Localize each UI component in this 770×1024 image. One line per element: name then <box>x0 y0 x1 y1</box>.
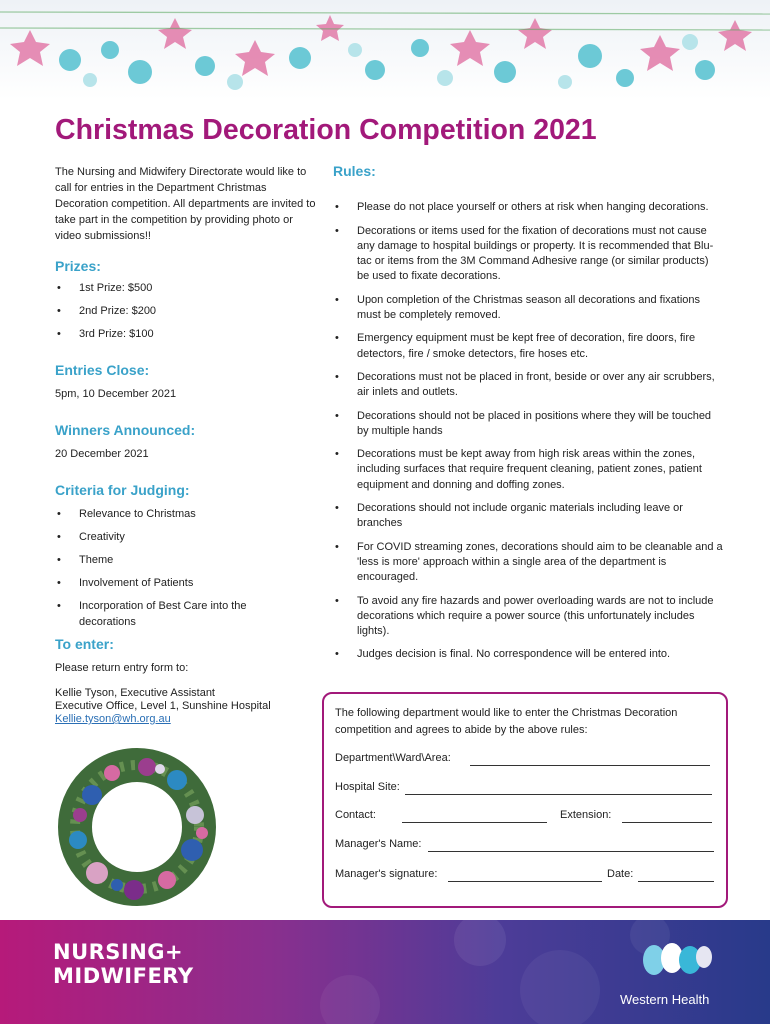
winners-heading: Winners Announced: <box>55 422 196 438</box>
rule-item: • Judges decision is final. No correspondence will be entered into. <box>333 647 723 662</box>
form-intro: The following department would like to enter the Christmas Decoration competition and agrees to abide by the above rules: <box>335 707 678 736</box>
nm-logo-line1: NURSING+ <box>53 940 184 964</box>
date-field[interactable] <box>638 881 714 882</box>
contact-name: Kellie Tyson, Executive Assistant <box>55 687 215 699</box>
nursing-midwifery-logo <box>53 940 194 988</box>
hospital-site-field[interactable] <box>405 794 712 795</box>
department-field[interactable] <box>470 765 710 766</box>
entries-close-heading: Entries Close: <box>55 362 150 378</box>
manager-signature-field[interactable] <box>448 881 602 882</box>
intro-text: The Nursing and Midwifery Directorate would like to call for entries in the Department Christmas Decoration competition. All departments are invited to take part in the competition by providing photo or video submissions!! <box>55 166 316 242</box>
christmas-wreath-image <box>52 745 222 910</box>
rule-item: • Emergency equipment must be kept free of decoration, fire doors, fire detectors, fire / smoke detectors, fire hoses etc. <box>333 331 723 362</box>
rule-item: • Decorations should not be placed in positions where they will be touched by multiple hands <box>333 409 723 440</box>
western-health-text: Western Health <box>620 992 710 1007</box>
left-column <box>55 164 320 726</box>
department-label: Department\Ward\Area: <box>335 752 451 764</box>
criteria-item: • Involvement of Patients <box>55 575 320 591</box>
ornaments-icon <box>0 0 770 100</box>
entry-form-box <box>322 692 728 908</box>
contact-field[interactable] <box>402 822 547 823</box>
contact-label: Contact: <box>335 809 376 821</box>
to-enter-text: Please return entry form to: <box>55 662 189 674</box>
contact-office: Executive Office, Level 1, Sunshine Hospital <box>55 700 271 712</box>
criteria-item: • Creativity <box>55 529 320 545</box>
rule-item: • Decorations must not be placed in front, beside or over any air scrubbers, air inlets and outlets. <box>333 370 723 401</box>
criteria-heading: Criteria for Judging: <box>55 482 190 498</box>
entries-close-text: 5pm, 10 December 2021 <box>55 388 177 400</box>
criteria-item: • Incorporation of Best Care into the decorations <box>55 598 269 630</box>
prizes-heading: Prizes: <box>55 258 101 274</box>
manager-name-label: Manager's Name: <box>335 838 422 850</box>
prize-item: • 2nd Prize: $200 <box>55 303 320 319</box>
rule-item: • Decorations or items used for the fixation of decorations must not cause any damage to hospital buildings or property. It is recommended that Blu-tac or items from the 3M Command Adhesive range (or similar products) be used to fixate decorations. <box>333 224 723 285</box>
wreath-icon <box>52 745 222 910</box>
winners-text: 20 December 2021 <box>55 448 149 460</box>
page-title: Christmas Decoration Competition 2021 <box>55 114 597 146</box>
christmas-ornaments-banner <box>0 0 770 100</box>
footer-banner <box>0 920 770 1024</box>
extension-field[interactable] <box>622 822 712 823</box>
rule-item: • Upon completion of the Christmas season all decorations and fixations must be completely removed. <box>333 293 723 324</box>
date-label: Date: <box>607 868 634 880</box>
western-health-logo <box>618 942 728 1012</box>
western-health-leaves-icon <box>638 942 728 978</box>
criteria-item: • Relevance to Christmas <box>55 506 320 522</box>
rule-item: • Please do not place yourself or others at risk when hanging decorations. <box>333 200 723 215</box>
criteria-item: • Theme <box>55 552 320 568</box>
rule-item: • For COVID streaming zones, decorations should aim to be cleanable and a 'less is more' approach within a single area of the department is encouraged. <box>333 540 723 586</box>
manager-signature-label: Manager's signature: <box>335 868 438 880</box>
rules-heading: Rules: <box>333 163 376 179</box>
prizes-list <box>55 280 320 342</box>
rule-item: • Decorations must be kept away from high risk areas within the zones, including surfaces that require frequent cleaning, patient zones, patient equipment and donning and doffing zones. <box>333 447 723 493</box>
rules-list <box>333 200 723 662</box>
prize-item: • 3rd Prize: $100 <box>55 326 320 342</box>
rule-item: • To avoid any fire hazards and power overloading wards are not to include decorations which require a power source (this unfortunately includes lights). <box>333 594 723 640</box>
contact-email-link[interactable]: Kellie.tyson@wh.org.au <box>55 713 171 725</box>
extension-label: Extension: <box>560 809 612 821</box>
hospital-site-label: Hospital Site: <box>335 781 400 793</box>
rule-item: • Decorations should not include organic materials including leave or branches <box>333 501 723 532</box>
manager-name-field[interactable] <box>428 851 714 852</box>
right-column <box>333 164 723 671</box>
nm-logo-line2: MIDWIFERY <box>53 964 194 988</box>
criteria-list <box>55 506 320 630</box>
to-enter-heading: To enter: <box>55 636 114 652</box>
prize-item: • 1st Prize: $500 <box>55 280 320 296</box>
